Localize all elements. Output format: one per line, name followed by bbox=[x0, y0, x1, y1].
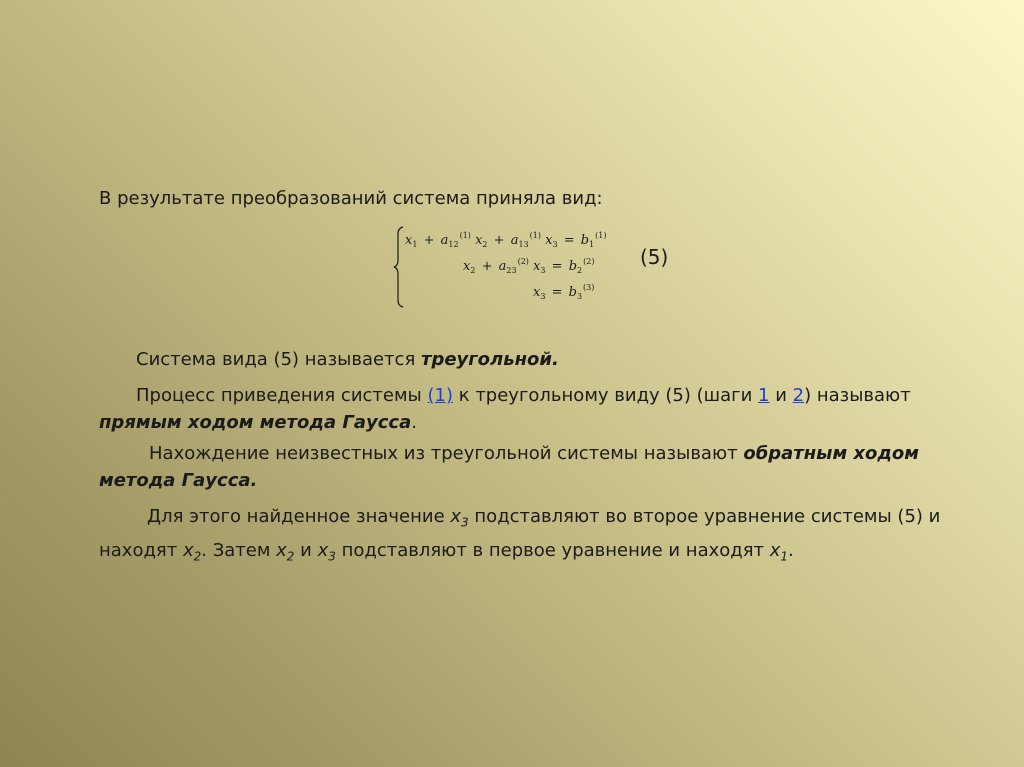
equation-2 bbox=[463, 257, 594, 275]
para3-text-1: Нахождение неизвестных из треугольной системы называют bbox=[149, 443, 744, 464]
var-x3-a: $x_3$ bbox=[450, 506, 469, 530]
eq1-a13-index: 13 bbox=[518, 240, 529, 249]
eq1-x3-index: 3 bbox=[552, 240, 558, 249]
para4-text-6: подставляют в первое уравнение и находят bbox=[335, 539, 770, 561]
para4-text-4: . Затем bbox=[201, 539, 277, 561]
eq1-a13-sup: (1) bbox=[529, 231, 541, 240]
eq3-equals: = bbox=[551, 285, 563, 300]
eq1-a12-sup: (1) bbox=[459, 231, 471, 240]
eq1-plus-2: + bbox=[493, 233, 505, 248]
para2-text-2: к треугольному виду (5) (шаги bbox=[453, 385, 759, 406]
paragraph-forward-pass bbox=[99, 382, 949, 436]
eq1-a13: a bbox=[510, 233, 519, 248]
link-step-1[interactable]: 1 bbox=[758, 385, 770, 406]
eq2-equals: = bbox=[551, 259, 563, 274]
intro-text: В результате преобразований система приняла вид: bbox=[99, 188, 603, 209]
eq1-a12-index: 12 bbox=[448, 240, 459, 249]
para2-text-4: ) называют bbox=[804, 385, 911, 406]
eq1-b1: b bbox=[580, 233, 590, 248]
eq1-x1-index: 1 bbox=[412, 240, 418, 249]
para4-text-7: . bbox=[788, 539, 794, 561]
eq2-x3-index: 3 bbox=[540, 266, 546, 275]
var-x2-a: $x_2$ bbox=[182, 539, 202, 564]
para2-text-5: . bbox=[411, 412, 417, 433]
eq1-x2-index: 2 bbox=[482, 240, 488, 249]
eq3-b3: b bbox=[568, 285, 577, 300]
link-system-1[interactable]: (1) bbox=[427, 385, 453, 406]
eq3-b3-index: 3 bbox=[576, 292, 583, 301]
equation-1 bbox=[405, 231, 607, 249]
para2-text-1: Процесс приведения системы bbox=[136, 385, 428, 406]
paragraph-triangular bbox=[136, 346, 559, 373]
equation-system bbox=[393, 226, 608, 308]
para3-emph-2: метода Гаусса. bbox=[99, 470, 258, 491]
eq1-x2: x bbox=[475, 233, 483, 248]
eq1-x3: x bbox=[545, 233, 553, 248]
eq3-x3-index: 3 bbox=[540, 292, 546, 301]
para2-emph: прямым ходом метода Гаусса bbox=[99, 412, 412, 433]
para3-emph-1: обратным ходом bbox=[743, 443, 920, 464]
eq1-b1-index: 1 bbox=[589, 240, 595, 249]
eq1-equals: = bbox=[563, 233, 575, 248]
eq2-b2-sup: (2) bbox=[583, 257, 595, 266]
eq2-plus: + bbox=[481, 259, 493, 274]
eq2-x2: x bbox=[463, 259, 471, 274]
para1-text: Система вида (5) называется bbox=[136, 349, 422, 370]
var-x2-b: $x_2$ bbox=[276, 539, 295, 564]
var-x3-b: $x_3$ bbox=[317, 539, 336, 564]
eq3-x3: x bbox=[533, 285, 541, 300]
para4-text-2: подставляют во второе уравнение системы (5) и bbox=[468, 506, 941, 527]
eq2-a23: a bbox=[498, 259, 507, 274]
eq1-x1: x bbox=[405, 233, 413, 248]
para1-emph: треугольной. bbox=[421, 349, 559, 370]
equation-number: (5) bbox=[640, 245, 669, 269]
para4-text-5: и bbox=[294, 539, 318, 561]
eq2-b2-index: 2 bbox=[577, 266, 583, 275]
paragraph-substitution bbox=[99, 503, 959, 570]
para4-text-3: находят bbox=[99, 539, 183, 561]
link-step-2[interactable]: 2 bbox=[792, 385, 805, 406]
eq2-x3: x bbox=[533, 259, 541, 274]
eq2-b2: b bbox=[568, 259, 578, 274]
equation-3 bbox=[533, 283, 594, 301]
eq2-x2-index: 2 bbox=[470, 266, 476, 275]
eq3-b3-sup: (3) bbox=[583, 283, 595, 292]
var-x1: $x_1$ bbox=[769, 539, 789, 564]
eq2-a23-index: 23 bbox=[506, 266, 517, 275]
eq1-b1-sup: (1) bbox=[595, 231, 607, 240]
left-brace bbox=[393, 226, 405, 308]
eq1-a12: a bbox=[440, 233, 449, 248]
para4-text-1: Для этого найденное значение bbox=[147, 506, 451, 527]
eq2-a23-sup: (2) bbox=[517, 257, 529, 266]
para2-text-3: и bbox=[769, 385, 793, 406]
eq1-plus-1: + bbox=[423, 233, 435, 248]
paragraph-backward-pass bbox=[99, 440, 949, 494]
